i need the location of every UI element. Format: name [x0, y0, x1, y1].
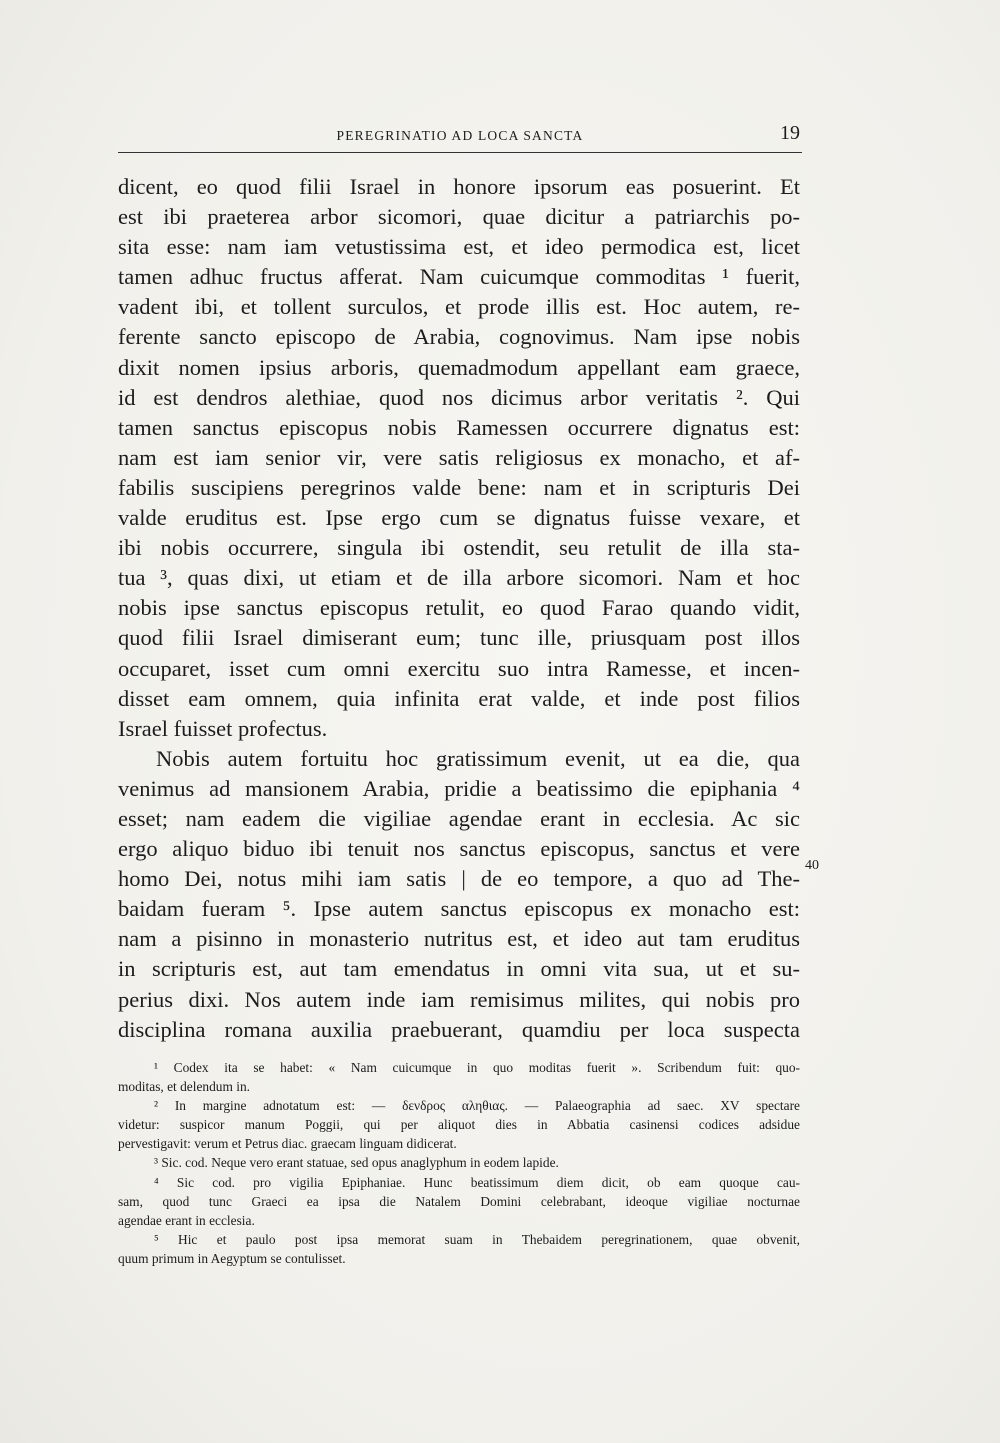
text-line: tamen adhuc fructus afferat. Nam cuicumque commoditas ¹ fuerit, — [118, 264, 800, 290]
footnote-line: ⁵ Hic et paulo post ipsa memorat suam in Thebaidem peregrinationem, quae obvenit, — [154, 1231, 800, 1247]
footnote-line: moditas, et delendum in. — [118, 1079, 251, 1095]
text-line: fabilis suscipiens peregrinos valde bene: nam et in scripturis Dei — [118, 474, 800, 500]
text-line: occuparet, isset cum omni exercitu suo intra Ramesse, et incen- — [118, 655, 800, 681]
text-line: dicent, eo quod filii Israel in honore ipsorum eas posuerint. Et — [118, 174, 800, 199]
footnote-line: videtur: suspicor manum Poggii, qui per aliquot dies in Abbatia casinensi codices adsidue — [118, 1117, 800, 1133]
text-line: ergo aliquo biduo ibi tenuit nos sanctus episcopus, sanctus et vere — [118, 836, 800, 862]
margin-line-number: 40 — [805, 858, 819, 873]
text-line: vadent ibi, et tollent surculos, et prode illis est. Hoc autem, re- — [118, 294, 800, 320]
footnote-line: pervestigavit: verum et Petrus diac. graecam linguam didicerat. — [118, 1136, 457, 1152]
text-line: esset; nam eadem die vigiliae agendae erant in ecclesia. Ac sic — [118, 805, 800, 831]
text-line: disciplina romana auxilia praebuerant, quamdiu per loca suspecta — [118, 1016, 800, 1042]
footnotes — [118, 1058, 800, 1268]
text-line: disset eam omnem, quia infinita erat valde, et inde post filios — [118, 685, 800, 711]
footnote-line: ⁴ Sic cod. pro vigilia Epiphaniae. Hunc beatissimum diem dicit, ob eam quoque cau- — [154, 1174, 800, 1190]
footnote-line: ³ Sic. cod. Neque vero erant statuae, sed opus anaglyphum in eodem lapide. — [154, 1155, 559, 1171]
text-line: id est dendros alethiae, quod nos dicimus arbor veritatis ². Qui — [118, 384, 800, 410]
text-line: perius dixi. Nos autem inde iam remisimus milites, qui nobis pro — [118, 986, 800, 1012]
page-header — [118, 122, 802, 153]
text-line: sita esse: nam iam vetustissima est, et ideo permodica est, licet — [118, 234, 800, 260]
page-number: 19 — [780, 122, 800, 144]
text-line: ibi nobis occurrere, singula ibi ostendit, seu retulit de illa sta- — [118, 535, 800, 561]
text-line: baidam fueram ⁵. Ipse autem sanctus episcopus ex monacho est: — [118, 896, 800, 922]
text-line: tua ³, quas dixi, ut etiam et de illa arbore sicomori. Nam et hoc — [118, 565, 800, 591]
text-line: in scripturis est, aut tam emendatus in omni vita sua, ut et su- — [118, 956, 800, 982]
text-line: nam a pisinno in monasterio nutritus est, et ideo aut tam eruditus — [118, 926, 800, 952]
running-title: PEREGRINATIO AD LOCA SANCTA — [336, 128, 584, 143]
text-line: est ibi praeterea arbor sicomori, quae dicitur a patriarchis po- — [118, 204, 800, 230]
footnote-line: quum primum in Aegyptum se contulisset. — [118, 1250, 346, 1266]
footnote-line: sam, quod tunc Graeci ea ipsa die Natalem Domini celebrabant, ideoque vigiliae nocturnae — [118, 1193, 800, 1209]
text-line: Israel fuisset profectus. — [118, 715, 328, 741]
text-line: venimus ad mansionem Arabia, pridie a beatissimo die epiphania ⁴ — [118, 775, 800, 801]
text-line: valde eruditus est. Ipse ergo cum se dignatus fuisse vexare, et — [118, 505, 800, 531]
text-line: ferente sancto episcopo de Arabia, cognovimus. Nam ipse nobis — [118, 324, 800, 350]
text-line: quod filii Israel dimiserant eum; tunc ille, priusquam post illos — [118, 625, 800, 651]
footnote-line: ¹ Codex ita se habet: « Nam cuicumque in quo moditas fuerit ». Scribendum fuit: quo- — [154, 1060, 800, 1075]
text-line: tamen sanctus episcopus nobis Ramessen occurrere dignatus est: — [118, 414, 800, 440]
text-line: Nobis autem fortuitu hoc gratissimum evenit, ut ea die, qua — [156, 745, 800, 771]
text-line: homo Dei, notus mihi iam satis | de eo tempore, a quo ad The- — [118, 866, 800, 892]
text-line: nam est iam senior vir, vere satis religiosus ex monacho, et af- — [118, 444, 800, 470]
footnote-line: agendae erant in ecclesia. — [118, 1212, 255, 1228]
text-line: nobis ipse sanctus episcopus retulit, eo quod Farao quando vidit, — [118, 595, 800, 621]
footnote-line: ² In margine adnotatum est: — δενδρος αληθιας. — Palaeographia ad saec. XV spectare — [154, 1098, 800, 1114]
main-text — [118, 172, 800, 1045]
text-line: dixit nomen ipsius arboris, quemadmodum appellant eam graece, — [118, 354, 800, 380]
